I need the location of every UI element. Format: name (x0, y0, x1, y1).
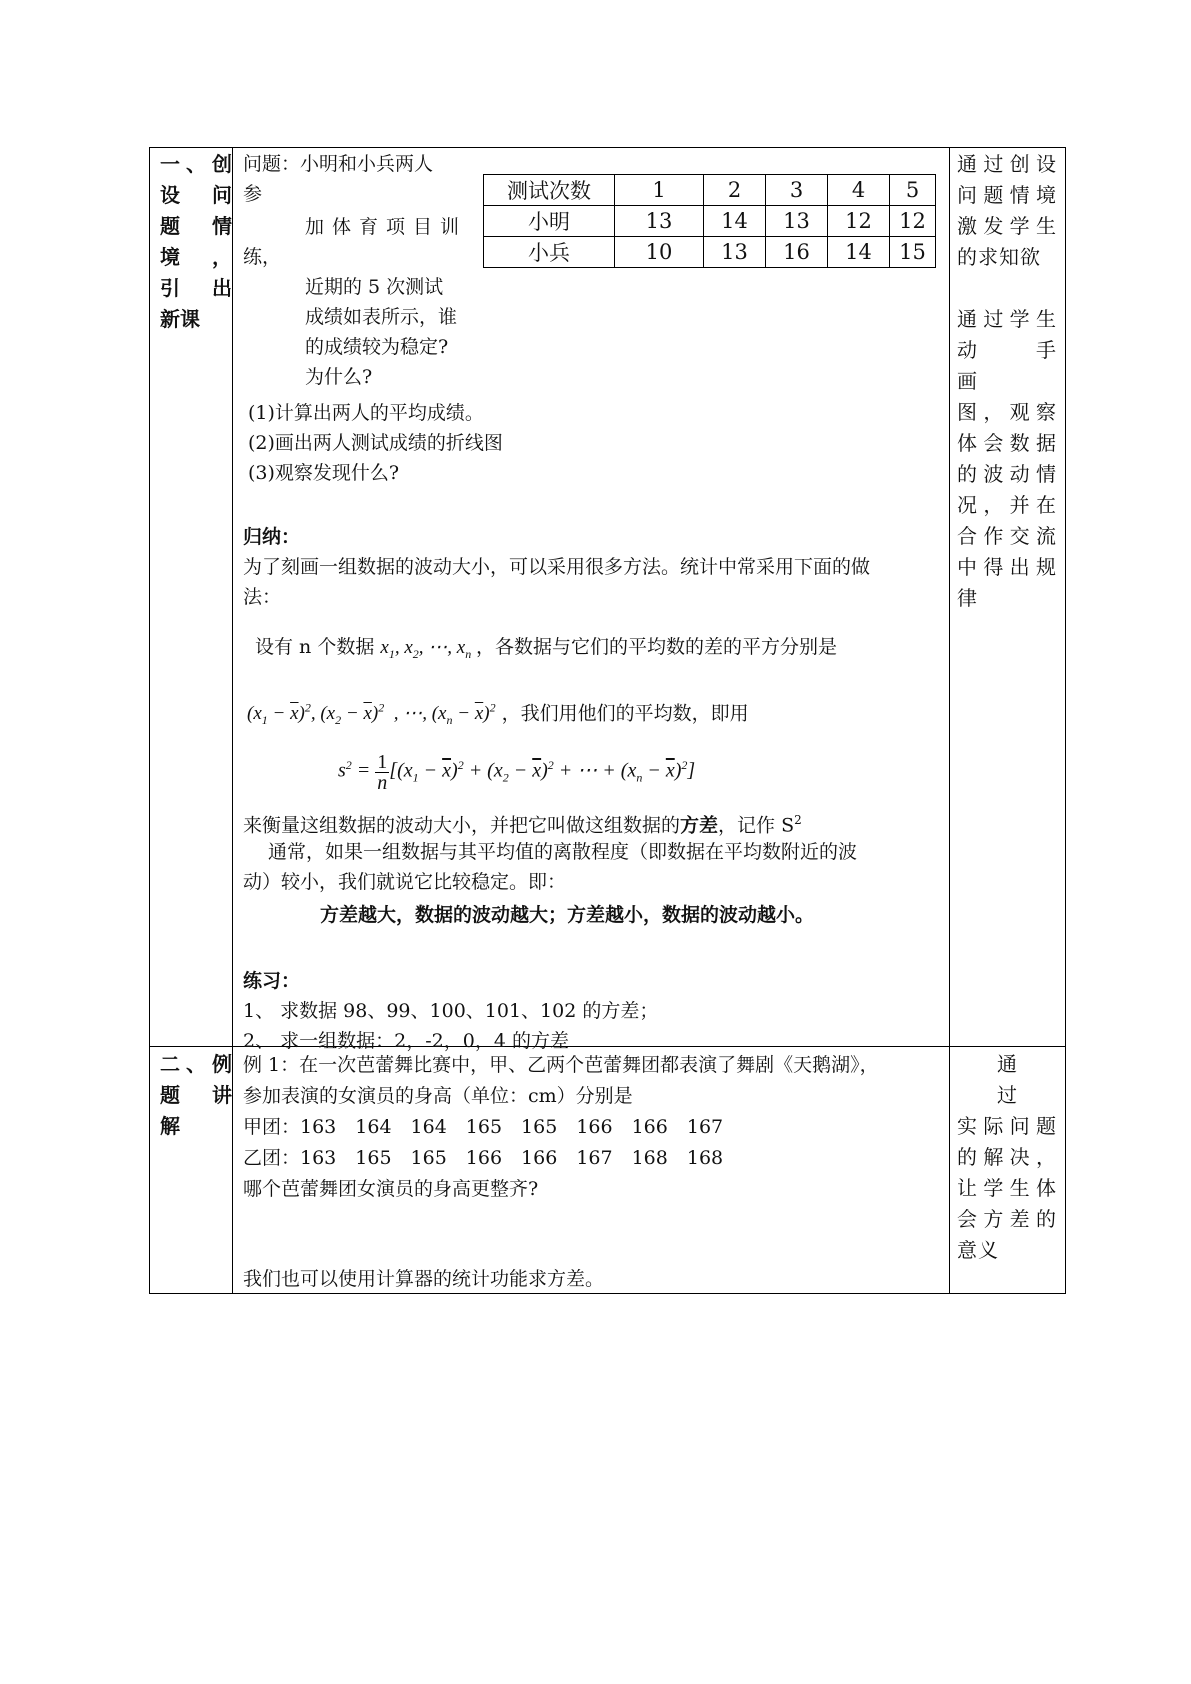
question-line: 加体育项目训 (305, 216, 468, 238)
summary-title: 归纳： (243, 526, 301, 548)
data-list-formula: $x_1$, $x_2$, ⋯, $x_n$ (380, 637, 472, 661)
stage-line: 解 (160, 1114, 180, 1138)
score-table (483, 174, 936, 268)
note-line: 中得出规 (957, 555, 1057, 579)
deviation-line (247, 693, 749, 735)
task-line: (2)画出两人测试成绩的折线图 (248, 432, 503, 454)
table-row (484, 206, 936, 237)
usual-line: 动）较小，我们就说它比较稳定。即： (243, 871, 567, 893)
variance-keyword: 方差 (680, 814, 719, 837)
note-line: 律 (957, 586, 978, 610)
table-cell: 14 (704, 206, 766, 237)
variance-formula: $s^2$ = $\frac{1}{n}$ [$(x_1 - \overline{x})^2 + (x_2 - \overline{x})^2$ + ⋯ + $(x_n - \overline{x})^2$] (338, 750, 696, 794)
task-line: (1)计算出两人的平均成绩。 (248, 402, 484, 424)
teaching-note-2 (957, 1049, 1057, 1266)
table-cell: 小兵 (484, 237, 615, 268)
exercise-item: 2、 求一组数据：2，-2，0，4 的方差 (243, 1030, 569, 1052)
stage-line: 一、创 (160, 152, 232, 176)
note-line: 况，并在 (957, 493, 1057, 517)
variance-text: 来衡量这组数据的波动大小，并把它叫做这组数据的 (243, 814, 681, 837)
note-line: 通过创设 (957, 152, 1057, 176)
note-line: 通 过 (997, 1052, 1039, 1107)
table-cell: 小明 (484, 206, 615, 237)
summary-line: 法： (243, 586, 282, 608)
note-line (957, 273, 1057, 304)
formula-intro (255, 632, 837, 669)
table-header-cell: 2 (704, 175, 766, 206)
variance-definition (243, 805, 802, 840)
stage-line: 境 ， (160, 245, 232, 269)
question-line: 参 (243, 183, 263, 205)
question-line: 问题：小明和小兵两人 (243, 153, 434, 175)
note-line: 实际问题 (957, 1114, 1057, 1138)
task-line: (3)观察发现什么? (248, 462, 400, 484)
summary-line: 为了刻画一组数据的波动大小，可以采用很多方法。统计中常采用下面的做 (243, 556, 871, 578)
deviation-formula: $(x_1 - \overline{x})^2$, $(x_2 - \overline{x})^2$ , ⋯, $(x_n - \overline{x})^2$ (247, 701, 496, 728)
usual-line: 通常，如果一组数据与其平均值的离散程度（即数据在平均数附近的波 (268, 841, 858, 863)
example-line: 例 1：在一次芭蕾舞比赛中，甲、乙两个芭蕾舞团都表演了舞剧《天鹅湖》， (243, 1054, 879, 1076)
formula-intro-text: 设有 n 个数据 (255, 636, 375, 658)
example-line: 甲团：163 164 164 165 165 166 166 167 (243, 1116, 724, 1138)
stage-line: 引 出 (160, 276, 232, 300)
table-header-cell: 5 (890, 175, 936, 206)
table-cell: 10 (615, 237, 704, 268)
stage-line: 新课 (160, 307, 200, 331)
calculator-note: 我们也可以使用计算器的统计功能求方差。 (243, 1268, 605, 1290)
table-row (484, 237, 936, 268)
table-cell: 12 (828, 206, 890, 237)
note-line: 激发学生 (957, 214, 1057, 238)
table-header-cell: 4 (828, 175, 890, 206)
note-line: 通过学生 (957, 307, 1057, 331)
stage-line: 题 情 (160, 214, 232, 238)
table-cell: 14 (828, 237, 890, 268)
table-cell: 16 (766, 237, 828, 268)
question-line: 近期的 5 次测试 (305, 276, 444, 298)
stage-line: 二、例 (160, 1052, 232, 1076)
conclusion: 方差越大，数据的波动越大；方差越小，数据的波动越小。 (320, 904, 815, 926)
example-line: 哪个芭蕾舞团女演员的身高更整齐? (243, 1178, 539, 1200)
question-line: 为什么? (305, 366, 373, 388)
stage-line: 题 讲 (160, 1083, 232, 1107)
table-header-cell: 3 (766, 175, 828, 206)
question-line: 成绩如表所示，谁 (305, 306, 458, 328)
note-line: 意义 (957, 1238, 999, 1262)
stage-label-1 (160, 149, 232, 335)
variance-text: ，记作 S (718, 814, 795, 837)
note-line: 让学生体 (957, 1176, 1057, 1200)
table-cell: 13 (766, 206, 828, 237)
table-header-cell: 测试次数 (484, 175, 615, 206)
variance-superscript: 2 (794, 813, 802, 827)
table-header-row (484, 175, 936, 206)
exercise-item: 1、 求数据 98、99、100、101、102 的方差； (243, 1000, 659, 1022)
column-divider (232, 148, 233, 1293)
note-line: 图，观察 (957, 400, 1057, 424)
table-cell: 13 (704, 237, 766, 268)
question-line: 的成绩较为稳定? (305, 336, 449, 358)
exercise-title: 练习： (243, 970, 301, 992)
stage-line: 设 问 (160, 183, 232, 207)
deviation-tail: ，我们用他们的平均数，即用 (501, 702, 749, 725)
teaching-note-1 (957, 149, 1078, 614)
note-line: 会方差的 (957, 1207, 1057, 1231)
note-line: 问题情境 (957, 183, 1057, 207)
example-line: 参加表演的女演员的身高（单位：cm）分别是 (243, 1085, 633, 1107)
question-line: 练， (243, 246, 282, 268)
example-line: 乙团：163 165 165 166 166 167 168 168 (243, 1147, 724, 1169)
stage-label-2 (160, 1049, 232, 1142)
table-cell: 15 (890, 237, 936, 268)
note-line: 的求知欲 (957, 245, 1041, 269)
table-cell: 12 (890, 206, 936, 237)
formula-intro-text: ，各数据与它们的平均数的差的平方分别是 (475, 636, 837, 658)
column-divider (949, 148, 950, 1293)
note-line: 动 手 画 (957, 338, 1078, 393)
table-cell: 13 (615, 206, 704, 237)
note-line: 合作交流 (957, 524, 1057, 548)
note-line: 的波动情 (957, 462, 1057, 486)
table-header-cell: 1 (615, 175, 704, 206)
note-line: 的解决， (957, 1145, 1057, 1169)
note-line: 体会数据 (957, 431, 1057, 455)
